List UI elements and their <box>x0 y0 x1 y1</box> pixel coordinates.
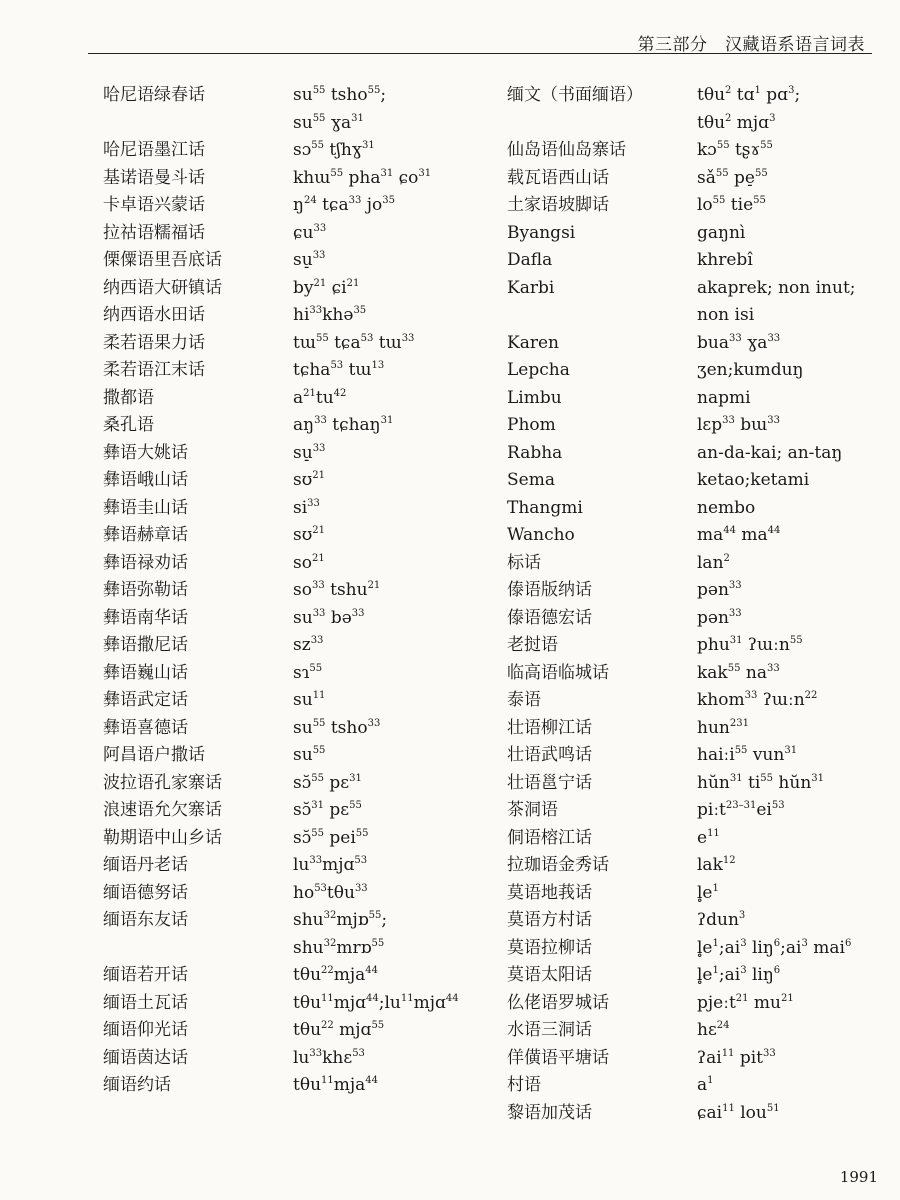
language-name: 撒都语 <box>103 387 154 408</box>
word-form: pjeːt$^{21}$ $mu^{21}$ <box>697 992 794 1013</box>
language-name: 壮语柳江话 <box>507 717 592 738</box>
list-item <box>103 522 503 550</box>
language-name: 桑孔语 <box>103 415 154 435</box>
word-form: $ma^{44}$ $ma^{44}$ <box>697 525 781 545</box>
list-item <box>507 412 900 440</box>
list-item <box>103 192 503 220</box>
language-name: 缅语茵达话 <box>103 1047 188 1068</box>
word-form: sɔ̆$^{55}$ pei$^{55}$ <box>293 827 369 848</box>
word-form: hɛ$^{24}$ <box>697 1020 730 1040</box>
list-item <box>507 220 900 248</box>
language-name: 壮语邕宁话 <box>507 772 592 793</box>
language-name: 柔若语江末话 <box>103 360 205 380</box>
word-form: su̠$^{33}$ <box>293 442 326 463</box>
list-item <box>103 880 503 908</box>
language-name: 缅语若开话 <box>103 965 188 985</box>
list-item <box>507 385 900 413</box>
list-item <box>103 660 503 688</box>
word-form: $su^{55}$ ɣa$^{31}$ <box>293 112 364 133</box>
word-form: akaprek; non inut; <box>697 277 856 298</box>
word-form: $ho^{53}t\theta u^{33}$ <box>293 882 368 903</box>
header-rule <box>88 53 872 54</box>
language-name: 彝语武定话 <box>103 690 188 710</box>
list-item <box>103 247 503 275</box>
list-item <box>103 467 503 495</box>
language-name: 彝语撒尼话 <box>103 635 188 655</box>
list-item <box>507 880 900 908</box>
list-item <box>103 1045 503 1073</box>
list-item <box>103 797 503 825</box>
list-item <box>507 357 900 385</box>
list-item <box>507 302 900 330</box>
language-name: 老挝语 <box>507 635 558 655</box>
language-name: Byangsi <box>507 222 576 243</box>
word-form: ɕai$^{11}$ lou$^{51}$ <box>697 1102 780 1123</box>
language-name: 莫语方村话 <box>507 910 592 930</box>
list-item <box>507 907 900 935</box>
list-item <box>103 495 503 523</box>
left-word-list <box>103 82 503 1100</box>
word-form: $su^{55}$ tsho$^{55}$; <box>293 85 387 105</box>
language-name: 载瓦语西山话 <box>507 167 609 188</box>
language-name: 彝语禄劝话 <box>103 552 188 573</box>
word-form: lɛp$^{33}$ bɯ$^{33}$ <box>697 415 781 435</box>
word-form: lak$^{12}$ <box>697 855 736 875</box>
list-item <box>103 605 503 633</box>
word-form: $su^{55}$ tsho$^{33}$ <box>293 717 381 738</box>
list-item <box>507 935 900 963</box>
word-form: sɔ̆$^{31}$ pɛ$^{55}$ <box>293 800 362 820</box>
list-item <box>507 330 900 358</box>
word-form: $sǎ^{55}$ pe̠$^{55}$ <box>697 167 768 188</box>
word-form: kak$^{55}$ $na^{33}$ <box>697 662 780 683</box>
list-item <box>507 852 900 880</box>
language-name: 莫语太阳话 <box>507 965 592 985</box>
language-name: 侗语榕江话 <box>507 827 592 848</box>
language-name: 纳西语水田话 <box>103 305 205 325</box>
language-name: 缅语丹老话 <box>103 855 188 875</box>
list-item <box>103 1017 503 1045</box>
word-form: $l̥e^1$ <box>697 882 719 903</box>
language-name: 仫佬语罗城话 <box>507 992 609 1013</box>
word-form: haiːi$^{55}$ vun$^{31}$ <box>697 745 798 765</box>
word-form: $lo^{55}$ tie$^{55}$ <box>697 195 766 215</box>
list-item <box>103 935 503 963</box>
language-name: 彝语弥勒话 <box>103 580 188 600</box>
list-item <box>103 82 503 110</box>
word-form: $si^{33}$ <box>293 497 320 518</box>
language-name: 彝语南华话 <box>103 607 188 628</box>
list-item <box>507 165 900 193</box>
language-name: 茶洞语 <box>507 800 558 820</box>
list-item <box>103 412 503 440</box>
language-name: 哈尼语墨江话 <box>103 140 205 160</box>
language-name: 彝语赫章话 <box>103 525 188 545</box>
language-name: 柔若语果力话 <box>103 332 205 353</box>
language-name: 勒期语中山乡话 <box>103 827 222 848</box>
list-item <box>103 275 503 303</box>
list-item <box>507 632 900 660</box>
word-form: $lu^{33}mjɑ^{53}$ <box>293 855 368 875</box>
language-name: Thangmi <box>507 497 583 518</box>
list-item <box>507 192 900 220</box>
word-form: an-da-kai; an-taŋ <box>697 442 843 463</box>
word-form: hŭn$^{31}$ $ti^{55}$ hŭn$^{31}$ <box>697 772 824 793</box>
list-item <box>507 550 900 578</box>
word-form: sɔ$^{55}$ tʃhɣ$^{31}$ <box>293 140 375 160</box>
list-item <box>103 632 503 660</box>
word-form: ʒen;kumduŋ <box>697 360 804 380</box>
list-item <box>103 110 503 138</box>
word-form: $su^{11}$ <box>293 690 326 710</box>
word-form: $su^{55}$ <box>293 745 326 765</box>
language-name: 缅语土瓦话 <box>103 992 188 1013</box>
list-item <box>507 577 900 605</box>
language-name: 土家语坡脚话 <box>507 195 609 215</box>
word-form: kɔ$^{55}$ tʂɤ$^{55}$ <box>697 140 773 160</box>
word-form: su̠$^{33}$ <box>293 250 326 270</box>
list-item <box>507 110 900 138</box>
language-name: 缅语德努话 <box>103 882 188 903</box>
word-form: $ŋ^{24}$ tɕa$^{33}$ $jo^{35}$ <box>293 195 395 215</box>
language-name: 泰语 <box>507 690 541 710</box>
list-item <box>103 302 503 330</box>
list-item <box>103 742 503 770</box>
word-form: $a^{21}tu^{42}$ <box>293 387 347 408</box>
language-name: 村语 <box>507 1075 541 1095</box>
language-name: 傣语德宏话 <box>507 607 592 628</box>
word-form: $t\theta u^{11}mjɑ^{44};lu^{11}mjɑ^{44}$ <box>293 992 459 1013</box>
language-name: 标话 <box>507 552 541 573</box>
list-item <box>507 495 900 523</box>
word-form: shu$^{32}$mrɒ$^{55}$ <box>293 937 385 958</box>
list-item <box>103 220 503 248</box>
word-form: $sz^{33}$ <box>293 635 324 655</box>
list-item <box>103 715 503 743</box>
language-name: 缅语东友话 <box>103 910 188 930</box>
language-name: 拉祜语糯福话 <box>103 222 205 243</box>
language-name: 佯僙语平塘话 <box>507 1047 609 1068</box>
language-name: 纳西语大研镇话 <box>103 277 222 298</box>
language-name: 缅语仰光话 <box>103 1020 188 1040</box>
language-name: 临高语临城话 <box>507 662 609 683</box>
word-form: napmi <box>697 387 751 408</box>
word-form: ʔdun$^3$ <box>697 910 746 930</box>
word-form: khrebî <box>697 250 753 270</box>
word-form: ʔai$^{11}$ pit$^{33}$ <box>697 1047 776 1068</box>
list-item <box>103 577 503 605</box>
list-item <box>507 275 900 303</box>
list-item <box>103 550 503 578</box>
list-item <box>507 962 900 990</box>
word-form: $by^{21}$ ɕi$^{21}$ <box>293 277 360 298</box>
language-name: Phom <box>507 415 556 435</box>
word-form: tθu$^2$ tɑ$^1$ pɑ$^3$; <box>697 85 801 105</box>
language-name: 缅文（书面缅语） <box>507 85 643 105</box>
word-form: pən$^{33}$ <box>697 580 742 600</box>
language-name: Lepcha <box>507 360 570 380</box>
word-form: pən$^{33}$ <box>697 607 742 628</box>
list-item <box>103 330 503 358</box>
language-name: 水语三洞话 <box>507 1020 592 1040</box>
page-number: 1991 <box>839 1168 878 1186</box>
word-form: $so^{21}$ <box>293 552 325 573</box>
word-form: $so^{33}$ tshu$^{21}$ <box>293 580 381 600</box>
list-item <box>507 1017 900 1045</box>
word-form: tθu$^{22}$mja$^{44}$ <box>293 965 379 985</box>
word-form: $lu^{33}khɛ^{53}$ <box>293 1047 365 1068</box>
language-name: 莫语地莪话 <box>507 882 592 903</box>
list-item <box>507 742 900 770</box>
language-name: 彝语喜德话 <box>103 717 188 738</box>
word-form: khom$^{33}$ ʔɯːn$^{22}$ <box>697 690 818 710</box>
list-item <box>103 962 503 990</box>
list-item <box>103 852 503 880</box>
list-item <box>507 825 900 853</box>
word-form: tɯ$^{55}$ tɕa$^{53}$ tɯ$^{33}$ <box>293 332 415 353</box>
list-item <box>507 440 900 468</box>
language-name: 拉珈语金秀话 <box>507 855 609 875</box>
word-form: $e^{11}$ <box>697 827 720 848</box>
list-item <box>507 687 900 715</box>
language-name: Wancho <box>507 525 575 545</box>
list-item <box>507 1045 900 1073</box>
word-form: $piːt^{23-31}ei^{53}$ <box>697 800 785 820</box>
language-name: 彝语圭山话 <box>103 497 188 518</box>
language-name: Sema <box>507 470 555 490</box>
list-item <box>507 1072 900 1100</box>
language-name: 阿昌语户撒话 <box>103 745 205 765</box>
word-form: bua$^{33}$ ɣa$^{33}$ <box>697 332 781 353</box>
language-name: 傈僳语里吾底话 <box>103 250 222 270</box>
word-form: sʊ$^{21}$ <box>293 525 326 545</box>
list-item <box>103 385 503 413</box>
word-form: $hi^{33}khə^{35}$ <box>293 305 367 325</box>
list-item <box>507 137 900 165</box>
word-form: ketao;ketami <box>697 470 810 490</box>
language-name: 彝语大姚话 <box>103 442 188 463</box>
word-form: tθu$^{11}$mja$^{44}$ <box>293 1075 379 1095</box>
list-item <box>103 687 503 715</box>
list-item <box>507 467 900 495</box>
word-form: non isi <box>697 305 755 325</box>
header-title: 第三部分 汉藏语系语言词表 <box>637 35 865 55</box>
language-name: 基诺语曼斗话 <box>103 167 205 188</box>
word-form: ɕu$^{33}$ <box>293 222 327 243</box>
language-name: 壮语武鸣话 <box>507 745 592 765</box>
list-item <box>103 137 503 165</box>
language-name: Rabha <box>507 442 563 463</box>
list-item <box>103 907 503 935</box>
right-word-list <box>507 82 900 1127</box>
language-name: 缅语约话 <box>103 1075 171 1095</box>
list-item <box>507 715 900 743</box>
list-item <box>103 1072 503 1100</box>
language-name: Karbi <box>507 277 555 298</box>
word-form: shu$^{32}$mjɒ$^{55}$; <box>293 910 388 930</box>
language-name: 彝语巍山话 <box>103 662 188 683</box>
language-name: 黎语加茂话 <box>507 1102 592 1123</box>
word-form: $l̥e^1;ai^3$ $liŋ^6;ai^3$ mai$^6$ <box>697 937 852 958</box>
word-form: sɔ̆$^{55}$ pɛ$^{31}$ <box>293 772 362 793</box>
word-form: tθu$^2$ mjɑ$^3$ <box>697 112 776 133</box>
language-name: Limbu <box>507 387 562 408</box>
word-form: $l̥e^1;ai^3$ liŋ$^6$ <box>697 965 781 985</box>
word-form: gaŋnì <box>697 222 746 243</box>
word-form: phu$^{31}$ ʔɯːn$^{55}$ <box>697 635 803 655</box>
word-form: sʊ$^{21}$ <box>293 470 326 490</box>
word-form: tθu$^{22}$ mjɑ$^{55}$ <box>293 1020 385 1040</box>
word-form: sɿ$^{55}$ <box>293 662 323 683</box>
list-item <box>507 660 900 688</box>
language-name: 莫语拉柳话 <box>507 937 592 958</box>
running-header <box>0 0 900 60</box>
list-item <box>507 247 900 275</box>
word-form: $su^{33}$ bə$^{33}$ <box>293 607 365 628</box>
word-form: $aŋ^{33}$ tɕhaŋ$^{31}$ <box>293 415 394 435</box>
list-item <box>507 1100 900 1128</box>
language-name: 波拉语孔家寨话 <box>103 772 222 793</box>
list-item <box>103 165 503 193</box>
list-item <box>103 825 503 853</box>
language-name: Karen <box>507 332 559 353</box>
list-item <box>507 797 900 825</box>
list-item <box>507 522 900 550</box>
word-form: nembo <box>697 497 756 518</box>
word-form: $a^1$ <box>697 1075 714 1095</box>
word-form: tɕha$^{53}$ tɯ$^{13}$ <box>293 360 385 380</box>
word-form: khɯ$^{55}$ pha$^{31}$ ɕo$^{31}$ <box>293 167 432 188</box>
language-name: Dafla <box>507 250 553 270</box>
list-item <box>507 82 900 110</box>
list-item <box>103 357 503 385</box>
language-name: 傣语版纳话 <box>507 580 592 600</box>
language-name: 彝语峨山话 <box>103 470 188 490</box>
list-item <box>507 605 900 633</box>
list-item <box>103 440 503 468</box>
language-name: 浪速语允欠寨话 <box>103 800 222 820</box>
language-name: 卡卓语兴蒙话 <box>103 195 205 215</box>
list-item <box>103 770 503 798</box>
word-form: lan$^2$ <box>697 552 730 573</box>
word-form: hun$^{231}$ <box>697 717 749 738</box>
list-item <box>507 770 900 798</box>
list-item <box>103 990 503 1018</box>
language-name: 仙岛语仙岛寨话 <box>507 140 626 160</box>
language-name: 哈尼语绿春话 <box>103 85 205 105</box>
list-item <box>507 990 900 1018</box>
